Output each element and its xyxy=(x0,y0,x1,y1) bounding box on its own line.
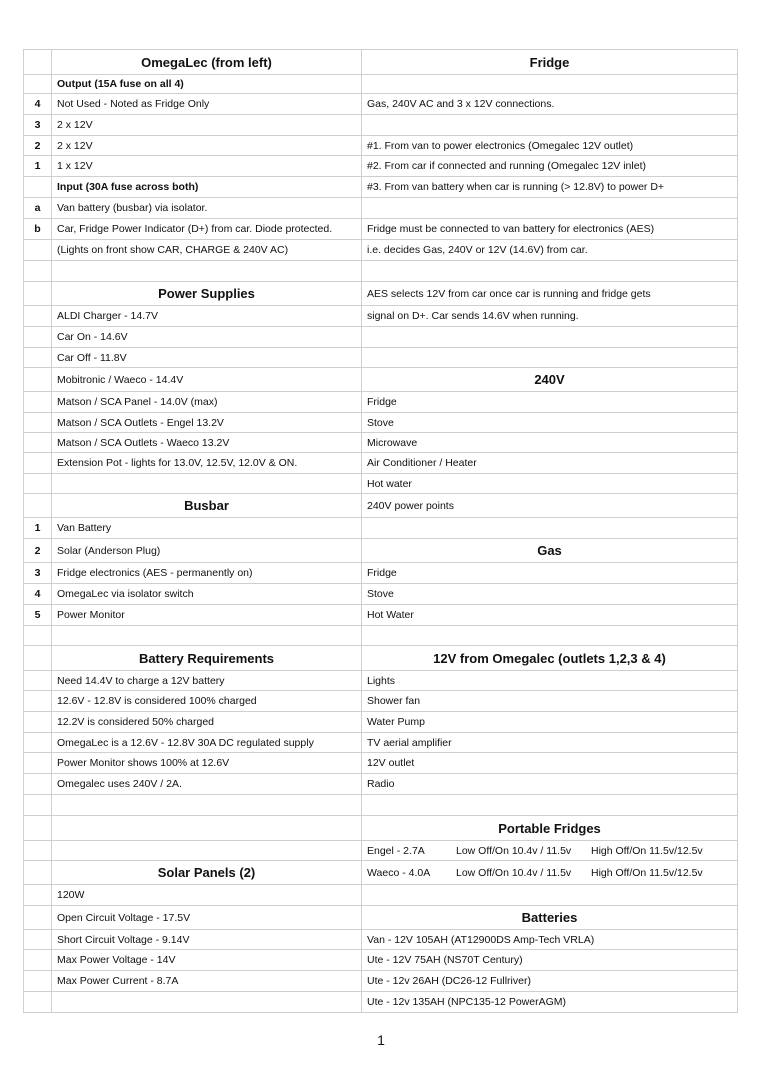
left-cell: Power Monitor shows 100% at 12.6V xyxy=(52,753,362,773)
section-heading: 12V from Omegalec (outlets 1,2,3 & 4) xyxy=(362,646,738,670)
table-row xyxy=(23,240,738,261)
table-row xyxy=(23,646,738,671)
left-cell: (Lights on front show CAR, CHARGE & 240V AC) xyxy=(52,240,362,260)
section-heading: Busbar xyxy=(52,494,362,517)
row-index xyxy=(23,712,52,732)
table-row xyxy=(23,733,738,753)
right-cell xyxy=(362,841,738,860)
section-heading: Battery Requirements xyxy=(52,646,362,670)
row-index xyxy=(23,861,52,884)
left-cell: Not Used - Noted as Fridge Only xyxy=(52,94,362,114)
row-index: 4 xyxy=(23,584,52,604)
page-number: 1 xyxy=(377,1032,385,1048)
table-row xyxy=(23,115,738,136)
fridge-spec: High Off/On 11.5v/12.5v xyxy=(591,866,703,879)
table-row xyxy=(23,626,738,646)
row-index xyxy=(23,453,52,473)
right-cell: Air Conditioner / Heater xyxy=(362,453,738,473)
table-row xyxy=(23,49,738,75)
table-row xyxy=(23,671,738,691)
right-cell: AES selects 12V from car once car is running and fridge gets xyxy=(362,282,738,305)
right-cell: Gas, 240V AC and 3 x 12V connections. xyxy=(362,94,738,114)
row-index xyxy=(23,50,52,74)
row-index xyxy=(23,753,52,773)
section-heading: Power Supplies xyxy=(52,282,362,305)
row-index xyxy=(23,282,52,305)
row-index xyxy=(23,646,52,670)
table-row xyxy=(23,753,738,774)
table-row xyxy=(23,795,738,816)
table-row xyxy=(23,156,738,177)
left-cell: Car On - 14.6V xyxy=(52,327,362,347)
table-row xyxy=(23,433,738,453)
right-cell: 240V power points xyxy=(362,494,738,517)
row-index: 3 xyxy=(23,115,52,135)
left-cell: Power Monitor xyxy=(52,605,362,625)
row-index: 5 xyxy=(23,605,52,625)
right-cell: Fridge xyxy=(362,563,738,583)
left-cell: Open Circuit Voltage - 17.5V xyxy=(52,906,362,929)
row-index xyxy=(23,906,52,929)
fridge-spec: Low Off/On 10.4v / 11.5v xyxy=(456,866,572,879)
table-row xyxy=(23,306,738,327)
left-cell: Max Power Current - 8.7A xyxy=(52,971,362,991)
table-row xyxy=(23,906,738,930)
table-row xyxy=(23,518,738,539)
row-index xyxy=(23,671,52,690)
table-row xyxy=(23,453,738,474)
row-index xyxy=(23,626,52,645)
table-row xyxy=(23,177,738,198)
left-cell xyxy=(52,816,362,840)
left-cell: OmegaLec via isolator switch xyxy=(52,584,362,604)
fridge-spec: High Off/On 11.5v/12.5v xyxy=(591,844,703,857)
section-heading: Gas xyxy=(362,539,738,562)
right-cell: Radio xyxy=(362,774,738,794)
table-row xyxy=(23,712,738,733)
left-cell xyxy=(52,992,362,1012)
table-row xyxy=(23,136,738,156)
left-cell: Need 14.4V to charge a 12V battery xyxy=(52,671,362,690)
right-cell: Hot water xyxy=(362,474,738,493)
right-cell xyxy=(362,348,738,367)
right-cell: Water Pump xyxy=(362,712,738,732)
row-index: 2 xyxy=(23,136,52,155)
right-cell: Stove xyxy=(362,584,738,604)
table-row xyxy=(23,219,738,240)
row-index xyxy=(23,841,52,860)
left-cell: Input (30A fuse across both) xyxy=(52,177,362,197)
right-cell xyxy=(362,198,738,218)
left-cell: 2 x 12V xyxy=(52,115,362,135)
left-cell: Short Circuit Voltage - 9.14V xyxy=(52,930,362,949)
row-index xyxy=(23,774,52,794)
section-heading: OmegaLec (from left) xyxy=(52,50,362,74)
right-cell xyxy=(362,795,738,815)
table-row xyxy=(23,539,738,563)
table-row xyxy=(23,94,738,115)
left-cell: Mobitronic / Waeco - 14.4V xyxy=(52,368,362,391)
row-index: 1 xyxy=(23,518,52,538)
left-cell: Output (15A fuse on all 4) xyxy=(52,74,362,93)
left-cell: Car, Fridge Power Indicator (D+) from car. Diode protected. xyxy=(52,219,362,239)
right-cell xyxy=(362,885,738,905)
table-row xyxy=(23,74,738,94)
left-cell: 120W xyxy=(52,885,362,905)
row-index xyxy=(23,885,52,905)
right-cell: #3. From van battery when car is running (> 12.8V) to power D+ xyxy=(362,177,738,197)
right-cell: Ute - 12v 135AH (NPC135-12 PowerAGM) xyxy=(362,992,738,1012)
table-row xyxy=(23,474,738,494)
table-row xyxy=(23,413,738,433)
row-index xyxy=(23,261,52,281)
row-index: a xyxy=(23,198,52,218)
right-cell: i.e. decides Gas, 240V or 12V (14.6V) from car. xyxy=(362,240,738,260)
row-index xyxy=(23,392,52,412)
right-cell xyxy=(362,518,738,538)
table-row xyxy=(23,368,738,392)
left-cell: ALDI Charger - 14.7V xyxy=(52,306,362,326)
right-cell xyxy=(362,115,738,135)
row-index xyxy=(23,306,52,326)
row-index xyxy=(23,240,52,260)
right-cell: Microwave xyxy=(362,433,738,452)
table-row xyxy=(23,992,738,1013)
section-heading: Batteries xyxy=(362,906,738,929)
row-index xyxy=(23,733,52,752)
table-row xyxy=(23,261,738,282)
row-index xyxy=(23,816,52,840)
section-heading: Solar Panels (2) xyxy=(52,861,362,884)
row-index xyxy=(23,474,52,493)
row-index xyxy=(23,691,52,711)
table-row xyxy=(23,971,738,992)
left-cell xyxy=(52,841,362,860)
left-cell: 2 x 12V xyxy=(52,136,362,155)
right-cell xyxy=(362,261,738,281)
table-row xyxy=(23,198,738,219)
row-index: b xyxy=(23,219,52,239)
left-cell: Fridge electronics (AES - permanently on) xyxy=(52,563,362,583)
right-cell: Lights xyxy=(362,671,738,690)
right-cell: #2. From car if connected and running (Omegalec 12V inlet) xyxy=(362,156,738,176)
left-cell: Car Off - 11.8V xyxy=(52,348,362,367)
right-cell: 12V outlet xyxy=(362,753,738,773)
row-index xyxy=(23,177,52,197)
table-row xyxy=(23,494,738,518)
table-row xyxy=(23,563,738,584)
table-row xyxy=(23,861,738,885)
right-cell: Van - 12V 105AH (AT12900DS Amp-Tech VRLA) xyxy=(362,930,738,949)
row-index xyxy=(23,930,52,949)
table-row xyxy=(23,774,738,795)
left-cell: Extension Pot - lights for 13.0V, 12.5V, 12.0V & ON. xyxy=(52,453,362,473)
left-cell: 1 x 12V xyxy=(52,156,362,176)
right-cell: Shower fan xyxy=(362,691,738,711)
right-cell: Hot Water xyxy=(362,605,738,625)
left-cell xyxy=(52,261,362,281)
fridge-spec: Engel - 2.7A xyxy=(367,844,425,857)
row-index xyxy=(23,494,52,517)
right-cell: Fridge must be connected to van battery for electronics (AES) xyxy=(362,219,738,239)
left-cell xyxy=(52,474,362,493)
right-cell: #1. From van to power electronics (Omegalec 12V outlet) xyxy=(362,136,738,155)
table-row xyxy=(23,930,738,950)
right-cell xyxy=(362,626,738,645)
left-cell: Omegalec uses 240V / 2A. xyxy=(52,774,362,794)
section-heading: 240V xyxy=(362,368,738,391)
table-row xyxy=(23,885,738,906)
row-index: 4 xyxy=(23,94,52,114)
left-cell: Max Power Voltage - 14V xyxy=(52,950,362,970)
row-index xyxy=(23,348,52,367)
row-index xyxy=(23,795,52,815)
right-cell: signal on D+. Car sends 14.6V when running. xyxy=(362,306,738,326)
table-row xyxy=(23,584,738,605)
row-index xyxy=(23,992,52,1012)
left-cell: Matson / SCA Outlets - Waeco 13.2V xyxy=(52,433,362,452)
left-cell: Matson / SCA Panel - 14.0V (max) xyxy=(52,392,362,412)
row-index: 2 xyxy=(23,539,52,562)
left-cell xyxy=(52,795,362,815)
left-cell xyxy=(52,626,362,645)
row-index xyxy=(23,74,52,93)
table-row xyxy=(23,348,738,368)
row-index xyxy=(23,327,52,347)
left-cell: Van battery (busbar) via isolator. xyxy=(52,198,362,218)
row-index xyxy=(23,950,52,970)
left-cell: Matson / SCA Outlets - Engel 13.2V xyxy=(52,413,362,432)
left-cell: 12.2V is considered 50% charged xyxy=(52,712,362,732)
table-row xyxy=(23,605,738,626)
left-cell: 12.6V - 12.8V is considered 100% charged xyxy=(52,691,362,711)
table-row xyxy=(23,816,738,841)
row-index: 1 xyxy=(23,156,52,176)
right-cell xyxy=(362,74,738,93)
right-cell: Ute - 12V 75AH (NS70T Century) xyxy=(362,950,738,970)
row-index xyxy=(23,433,52,452)
row-index xyxy=(23,368,52,391)
section-heading: Fridge xyxy=(362,50,738,74)
right-cell: Ute - 12v 26AH (DC26-12 Fullriver) xyxy=(362,971,738,991)
fridge-spec: Waeco - 4.0A xyxy=(367,866,431,879)
left-cell: OmegaLec is a 12.6V - 12.8V 30A DC regulated supply xyxy=(52,733,362,752)
table-row xyxy=(23,392,738,413)
right-cell: TV aerial amplifier xyxy=(362,733,738,752)
right-cell: Fridge xyxy=(362,392,738,412)
left-cell: Van Battery xyxy=(52,518,362,538)
table-row xyxy=(23,327,738,348)
right-cell xyxy=(362,327,738,347)
table-row xyxy=(23,282,738,306)
row-index xyxy=(23,971,52,991)
table-row xyxy=(23,950,738,971)
right-cell xyxy=(362,861,738,884)
section-heading: Portable Fridges xyxy=(362,816,738,840)
fridge-spec: Low Off/On 10.4v / 11.5v xyxy=(456,844,572,857)
row-index xyxy=(23,413,52,432)
right-cell: Stove xyxy=(362,413,738,432)
row-index: 3 xyxy=(23,563,52,583)
table-row xyxy=(23,691,738,712)
table-row xyxy=(23,841,738,861)
left-cell: Solar (Anderson Plug) xyxy=(52,539,362,562)
